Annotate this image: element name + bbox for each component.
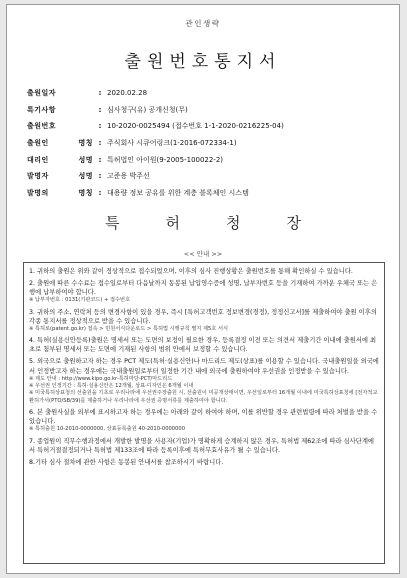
guide-box: [23, 262, 385, 564]
guide-item-text: 7. 종업원이 직무수행과정에서 개발한 발명을 사용자(기업)가 명확하게 승계하지 않은 경우, 특허법 제62조에 따라 심사단계에서 특허거절결정되거나 특허법 제133조에 따라 등록이후에 특허무효사유가 될 수 있습니다.: [29, 437, 375, 454]
guide-heading: << 안내 >>: [183, 250, 223, 258]
guide-item: [29, 437, 379, 455]
guide-item: [29, 336, 379, 354]
guide-item-note: ※ 제도 안내 : http://www.kipo.go.kr-특허마당-PCT/마드리드: [29, 375, 173, 382]
guide-item-note: ※ 납부자번호 : 0131(기관코드) + 접수번호: [29, 297, 131, 304]
guide-item-note: ※ 미국특허상표청의 선출원을 기초로 우리나라에 우선권주장출원 시, 선출원이 미공개상태이면, 우선일로부터 16개월 이내에 미국특허상표청에 [전자적교환허가서(PTO/SB/39)를 제출하거나 우리나라에 우선권 증명서류를 제출하여야 합니다.: [29, 390, 378, 404]
field-value: 특허법인 아이원(9-2005-100022-2): [107, 155, 224, 164]
field-special-notes: 특기사항 : 심사청구(유) 공개신청(무): [27, 102, 387, 119]
field-value: 2020.02.28: [107, 89, 148, 98]
notice-document: [6, 4, 400, 574]
field-invention-title: 발명의 명칭 : 대용량 정보 공유를 위한 계층 블록체인 시스템: [27, 185, 387, 202]
guide-item: [29, 357, 379, 405]
field-inventor-names: 발명자 성명 : 고준용 박주선: [27, 168, 387, 185]
field-label: 발명의 명칭: [27, 188, 93, 197]
issuer-name: 특허청장: [105, 214, 347, 232]
field-value: 10-2020-0025494 (접수번호 1-1-2020-0216225-04): [107, 122, 284, 131]
field-value: 대용량 정보 공유를 위한 계층 블록체인 시스템: [107, 188, 249, 197]
field-label: 출원번호: [27, 122, 57, 131]
field-label: 출원인 명칭: [27, 139, 93, 148]
field-agent-name: 대리인 성명 : 특허법인 아이원(9-2005-100022-2): [27, 151, 387, 168]
field-value: 고준용 박주선: [107, 172, 150, 181]
guide-item-text: 2. 출원에 따른 수수료는 접수일로부터 다음날까지 동봉된 납입영수증에 성명, 납부자번호 등을 기재하여 가까운 우체국 또는 은행에 납부하여야 합니다.: [29, 280, 378, 297]
guide-item-note: ※ 특허출원 10-2010-0000000, 상표등록출원 40-2010-0000000: [29, 426, 186, 433]
document-title: 출원번호통지서: [124, 52, 282, 72]
field-filing-date: 출원일자 : 2020.02.28: [27, 85, 387, 102]
field-label: 출원일자: [27, 89, 57, 98]
guide-item: [29, 267, 379, 276]
guide-item: [29, 408, 379, 434]
field-label: 특기사항: [27, 105, 57, 114]
field-application-number: 출원번호 : 10-2020-0025494 (접수번호 1-1-2020-0216225-04): [27, 118, 387, 135]
guide-item-text: 6. 본 출원사실을 외부에 표시하고자 하는 경우에는 아래와 같이 하여야 하며, 이를 위반할 경우 관련법령에 따라 처벌을 받을 수 있습니다.: [29, 409, 378, 426]
guide-item-note: ※ 특허로(patent.go.kr) 접속 > 민원서식다운로드 > 특허법 시행규칙 별지 제5호 서식: [29, 325, 228, 332]
field-label: 발명자 성명: [27, 172, 93, 181]
guide-item-text: 5. 외국으로 출원하고자 하는 경우 PCT 제도(특허·실용신안)나 마드리드 제도(상표)를 이용할 수 있습니다. 국내출원일을 외국에서 인정받고자 하는 경우에는 국내출원일로부터 일정한 기간 내에 외국에 출원하여야 우선권을 인정받을 수 있습니다.: [29, 358, 379, 375]
guide-item: [29, 308, 379, 334]
field-label: 대리인 성명: [27, 155, 93, 164]
guide-item: [29, 458, 379, 467]
guide-item-text: 3. 귀하의 주소, 연락처 등의 변경사항이 있을 경우, 즉시 [특허고객번호 정보변경(경정), 정정신고서]를 제출하여야 출원 이후의 각종 통지서를 정상적으로 받을 수 있습니다.: [29, 308, 377, 325]
guide-item-text: 8.기타 심사 절차에 관한 사항은 동봉된 안내서를 참조하시기 바랍니다.: [29, 459, 224, 467]
guide-item: [29, 279, 379, 305]
guide-item-note: ※ 우선권 인정기간 : 특허·실용신안은 12개월, 상표·디자인은 6개월 이내: [29, 383, 194, 390]
field-value: 주식회사 시큐어링크(1-2016-072334-1): [107, 139, 237, 148]
seal-omitted-label: 관인생략: [185, 19, 221, 28]
guide-item-text: 4. 특허(실용신안등록)출원은 명세서 또는 도면의 보정이 필요한 경우, 등록결정 이전 또는 의견서 제출기간 이내에 출원서에 최초로 첨부된 명세서 또는 도면에 기재된 사항의 범위 안에서 보정할 수 있습니다.: [29, 337, 377, 354]
guide-item-text: 1. 귀하의 출원은 위와 같이 정상적으로 접수되었으며, 이후의 심사 진행상황은 출원번호를 통해 확인하실 수 있습니다.: [29, 268, 353, 275]
application-fields: [27, 85, 387, 201]
field-value: 심사청구(유) 공개신청(무): [107, 105, 188, 114]
field-applicant-name: 출원인 명칭 : 주식회사 시큐어링크(1-2016-072334-1): [27, 135, 387, 152]
